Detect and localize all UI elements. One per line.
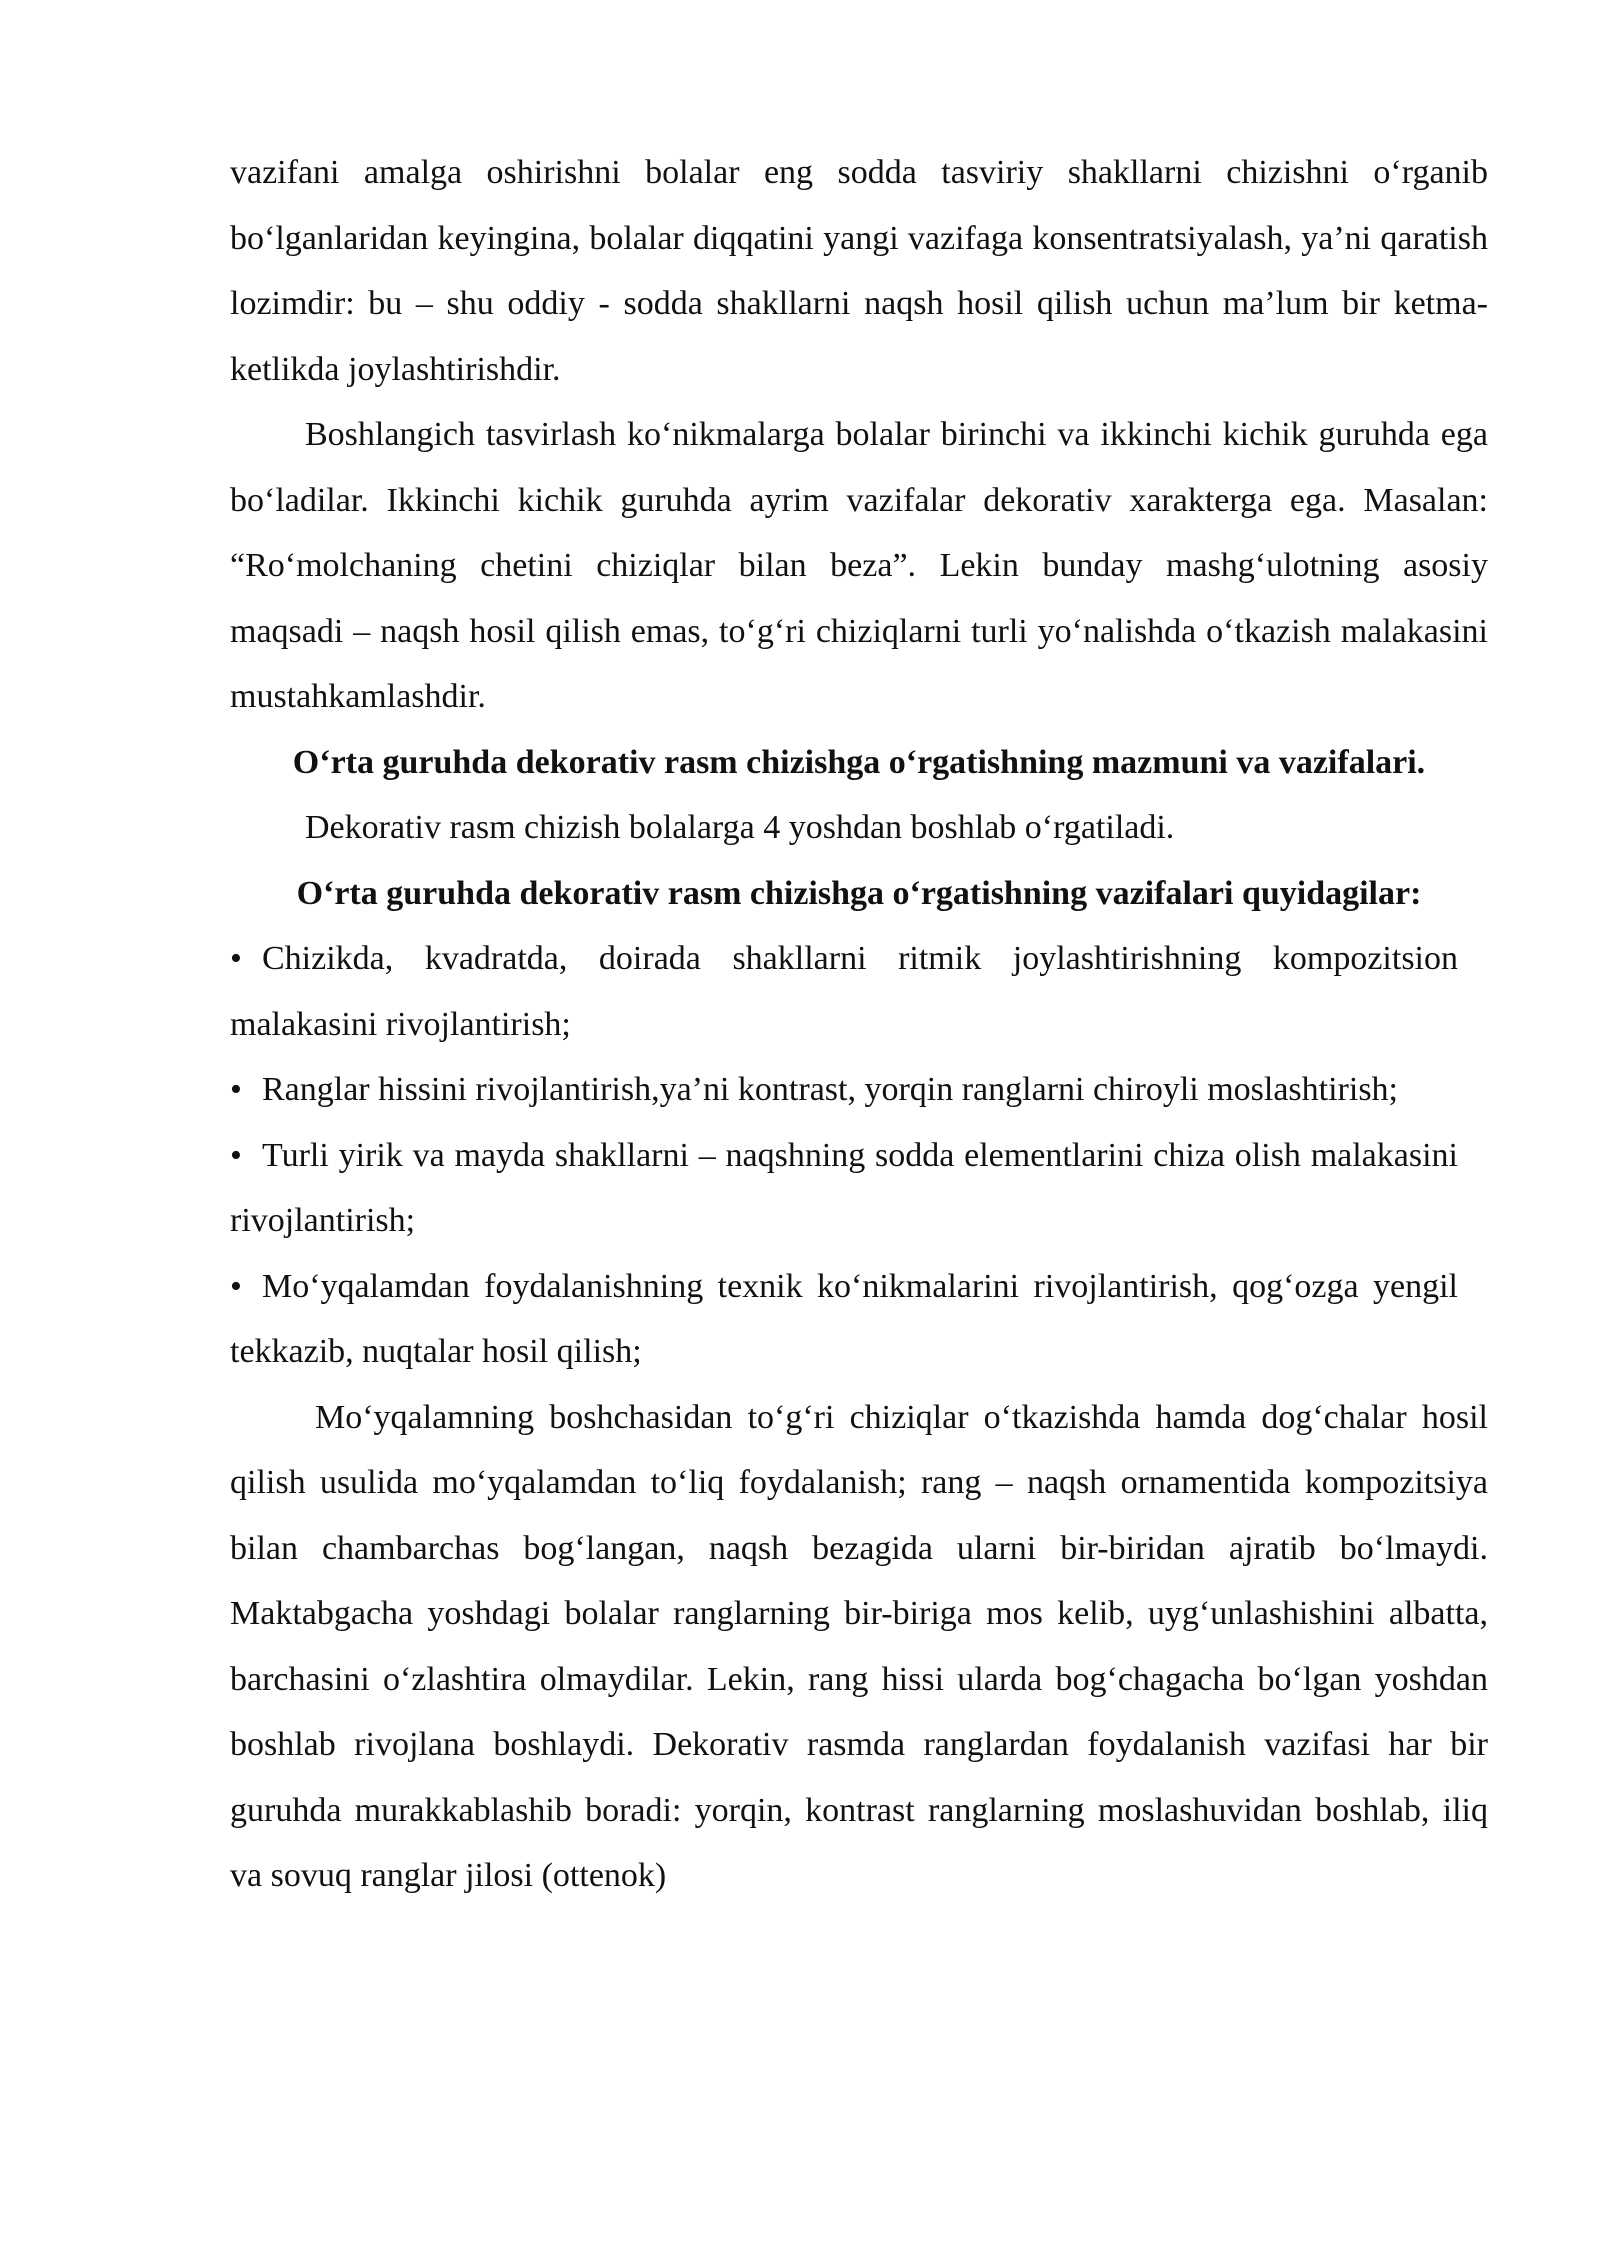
- paragraph-continuation: vazifani amalga oshirishni bolalar eng sodda tasviriy shakllarni chizishni o‘rganib bo‘lganlaridan keyingina, bolalar diqqatini yangi vazifaga konsentratsiyalash, ya’ni qaratish lozimdir: bu – shu oddiy - sodda shakllarni naqsh hosil qilish uchun ma’lum bir ketma-ketlikda joylashtirishdir.: [230, 154, 1488, 388]
- task-list: [230, 926, 1488, 1385]
- paragraph-colors: Mo‘yqalamning boshchasidan to‘g‘ri chiziqlar o‘tkazishda hamda dog‘chalar hosil qilish usulida mo‘yqalamdan to‘liq foydalanish; rang – naqsh ornamentida kompozitsiya bilan chambarchas bog‘langan, naqsh bezagida ularni bir-biridan ajratib bo‘lmaydi. Maktabgacha yoshdagi bolalar ranglarning bir-biriga mos kelib, uyg‘unlashishini albatta, barchasini o‘zlashtira olmaydilar. Lekin, rang hissi ularda bog‘chagacha bo‘lgan yoshdan boshlab rivojlana boshlaydi. Dekorativ rasmda ranglardan foydalanish vazifasi har bir guruhda murakkablashib boradi: yorqin, kontrast ranglarning moslashuvidan boshlab, iliq va sovuq ranglar jilosi (ottenok): [230, 1398, 1488, 1894]
- list-item-text: Turli yirik va mayda shakllarni – naqshning sodda elementlarini chiza olish malakasini rivojlantirish;: [230, 1136, 1458, 1239]
- list-item-text: Chizikda, kvadratda, doirada shakllarni ritmik joylashtirishning kompozitsion malakasini rivojlantirish;: [230, 940, 1458, 1043]
- list-item: [230, 1057, 1488, 1123]
- list-item: [230, 1123, 1488, 1254]
- bullet-icon: •: [230, 1136, 242, 1174]
- paragraph-skills: Boshlangich tasvirlash ko‘nikmalarga bolalar birinchi va ikkinchi kichik guruhda ega bo‘ladilar. Ikkinchi kichik guruhda ayrim vazifalar dekorativ xarakterga ega. Masalan: “Ro‘molchaning chetini chiziqlar bilan beza”. Lekin bunday mashg‘ulotning asosiy maqsadi – naqsh hosil qilish emas, to‘g‘ri chiziqlarni turli yo‘nalishda o‘tkazish malakasini mustahkamlashdir.: [230, 416, 1488, 715]
- paragraph-intro: Dekorativ rasm chizish bolalarga 4 yoshdan boshlab o‘rgatiladi.: [305, 809, 1175, 846]
- bullet-icon: •: [230, 1267, 242, 1305]
- list-item: [230, 926, 1488, 1057]
- bullet-icon: •: [230, 1071, 242, 1108]
- bullet-icon: •: [230, 940, 242, 977]
- list-item-text: Ranglar hissini rivojlantirish,ya’ni kontrast, yorqin ranglarni chiroyli moslashtirish;: [262, 1071, 1398, 1108]
- section-heading-tasks: O‘rta guruhda dekorativ rasm chizishga o‘rgatishning vazifalari quyidagilar:: [296, 874, 1422, 912]
- section-heading-content: O‘rta guruhda dekorativ rasm chizishga o‘rgatishning mazmuni va vazifalari.: [292, 743, 1426, 781]
- list-item-text: Mo‘yqalamdan foydalanishning texnik ko‘nikmalarini rivojlantirish, qog‘ozga yengil tekkazib, nuqtalar hosil qilish;: [230, 1267, 1458, 1370]
- list-item: [230, 1254, 1488, 1385]
- document-body: [230, 140, 1488, 1909]
